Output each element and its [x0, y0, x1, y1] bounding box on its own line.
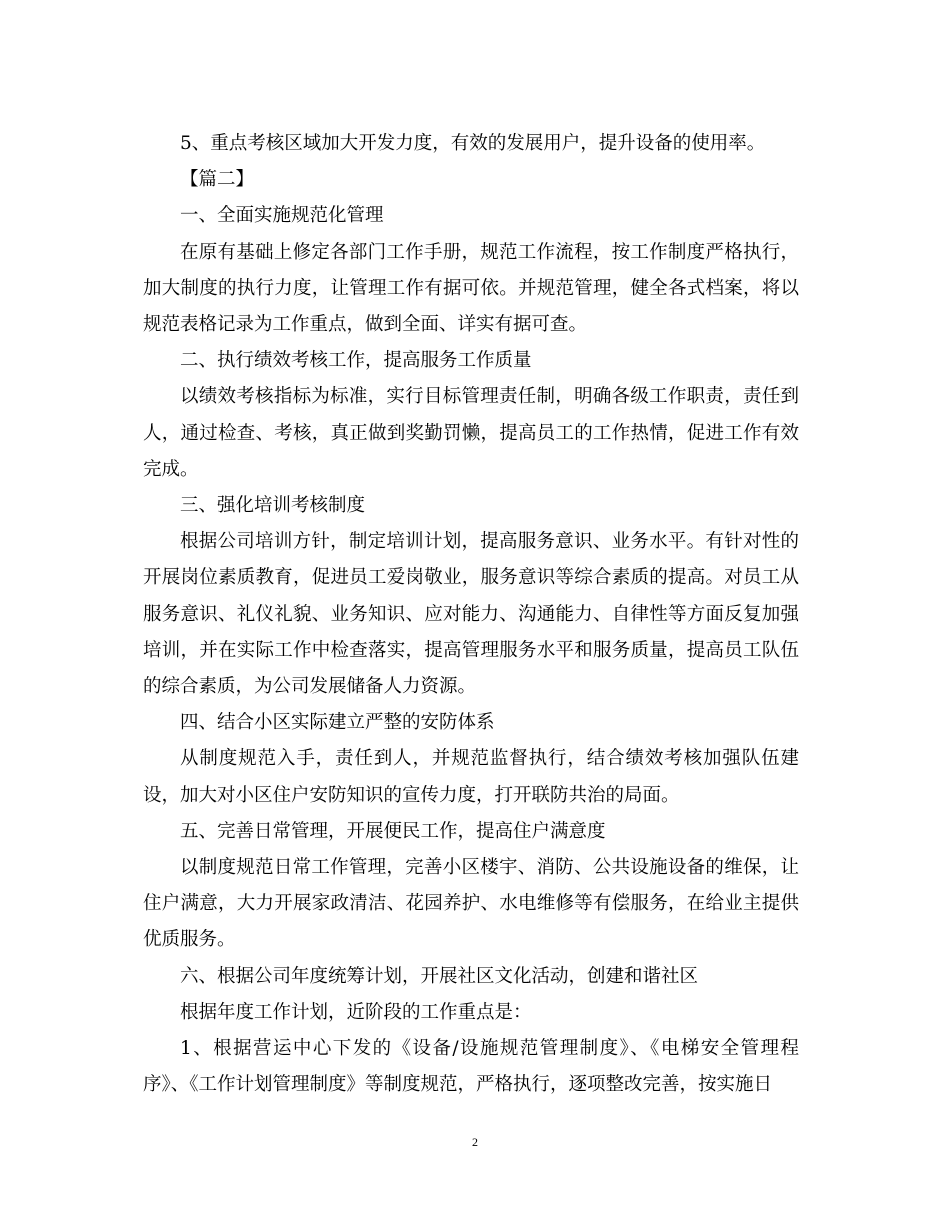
page-number: 2 — [472, 1135, 478, 1149]
paragraph-item-5: 5、重点考核区域加大开发力度，有效的发展用户，提升设备的使用率。 — [180, 133, 766, 154]
heading-daily-management: 五、完善日常管理，开展便民工作，提高住户满意度 — [180, 820, 606, 842]
paragraph-standardized-management: 在原有基础上修定各部门工作手册，规范工作流程，按工作制度严格执行，加大制度的执行力度，让管理工作有据可依。并规范管理，健全各式档案，将以规范表格记录为工作重点，做到全面、详实有据可查。 — [143, 241, 799, 336]
paragraph-performance-appraisal: 以绩效考核指标为标准，实行目标管理责任制，明确各级工作职责，责任到人，通过检查、考核，真正做到奖勤罚懒，提高员工的工作热情，促进工作有效完成。 — [143, 386, 799, 480]
heading-security-system: 四、结合小区实际建立严整的安防体系 — [180, 712, 495, 734]
heading-performance-appraisal: 二、执行绩效考核工作，提高服务工作质量 — [180, 350, 532, 372]
paragraph-security-system: 从制度规范入手，责任到人，并规范监督执行，结合绩效考核加强队伍建设，加大对小区住户安防知识的宣传力度，打开联防共治的局面。 — [143, 748, 799, 806]
heading-standardized-management: 一、全面实施规范化管理 — [180, 205, 384, 227]
paragraph-work-focus-intro: 根据年度工作计划，近阶段的工作重点是： — [180, 1001, 532, 1023]
document-body — [143, 126, 799, 1103]
paragraph-work-focus-item-1: 1、根据营运中心下发的《设备/设施规范管理制度》、《电梯安全管理程序》、《工作计划管理制度》等制度规范，严格执行，逐项整改完善，按实施日 — [143, 1038, 799, 1096]
paragraph-training: 根据公司培训方针，制定培训计划，提高服务意识、业务水平。有针对性的开展岗位素质教育，促进员工爱岗敬业，服务意识等综合素质的提高。对员工从服务意识、礼仪礼貌、业务知识、应对能力、沟通能力、自律性等方面反复加强培训，并在实际工作中检查落实，提高管理服务水平和服务质量，提高员工队伍的综合素质，为公司发展储备人力资源。 — [143, 531, 799, 698]
heading-community-activities: 六、根据公司年度统筹计划，开展社区文化活动，创建和谐社区 — [180, 965, 699, 987]
section-heading-part-two: 【篇二】 — [180, 169, 255, 191]
heading-training: 三、强化培训考核制度 — [180, 495, 366, 517]
paragraph-daily-management: 以制度规范日常工作管理，完善小区楼宇、消防、公共设施设备的维保，让住户满意，大力开展家政清洁、花园养护、水电维修等有偿服务，在给业主提供优质服务。 — [143, 857, 799, 951]
